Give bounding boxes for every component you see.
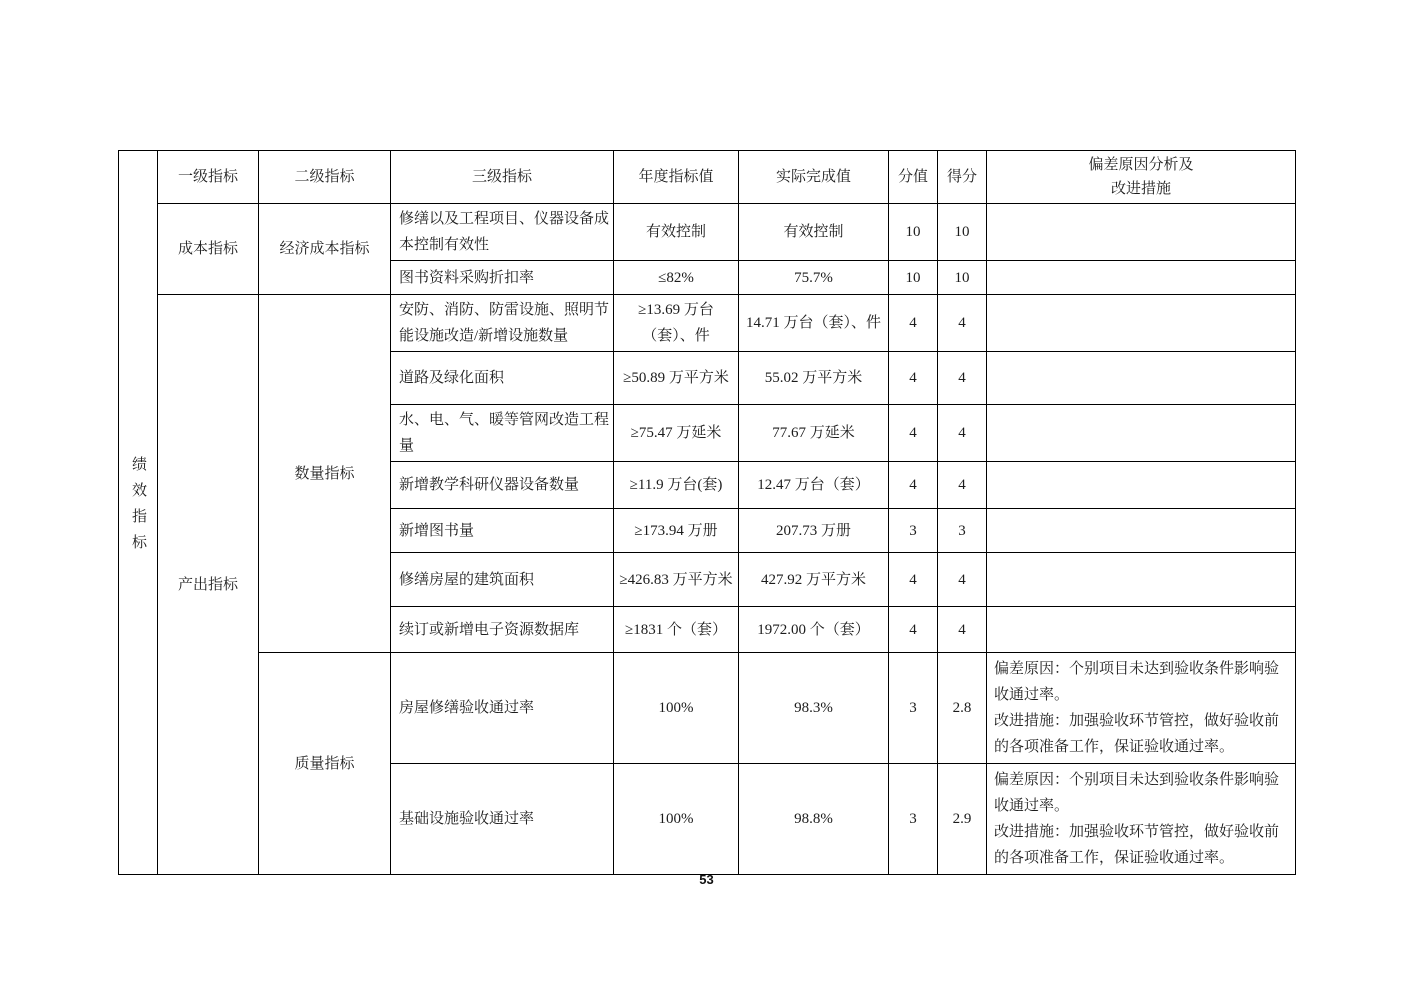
indicator-cell: 安防、消防、防雷设施、照明节能设施改造/新增设施数量 xyxy=(391,295,614,352)
header-points: 分值 xyxy=(889,151,938,204)
level2-group-quantity: 数量指标 xyxy=(259,295,391,653)
header-level2: 二级指标 xyxy=(259,151,391,204)
indicator-cell: 图书资料采购折扣率 xyxy=(391,261,614,295)
table-row xyxy=(119,295,1296,352)
deviation-cell xyxy=(987,764,1296,875)
score-cell: 2.8 xyxy=(938,653,987,764)
deviation-measure: 改进措施：加强验收环节管控，做好验收前的各项准备工作，保证验收通过率。 xyxy=(994,713,1280,755)
indicator-cell: 房屋修缮验收通过率 xyxy=(391,653,614,764)
points-cell: 3 xyxy=(889,509,938,553)
deviation-cell xyxy=(987,653,1296,764)
indicator-cell: 新增图书量 xyxy=(391,509,614,553)
header-level3: 三级指标 xyxy=(391,151,614,204)
deviation-reason: 偏差原因：个别项目未达到验收条件影响验收通过率。 xyxy=(994,772,1280,814)
header-row xyxy=(119,151,1296,204)
header-level1: 一级指标 xyxy=(158,151,259,204)
target-cell: 有效控制 xyxy=(614,204,739,261)
performance-indicator-table xyxy=(118,150,1296,875)
table-row xyxy=(119,653,1296,764)
deviation-reason: 偏差原因：个别项目未达到验收条件影响验收通过率。 xyxy=(994,661,1280,703)
indicator-cell: 新增教学科研仪器设备数量 xyxy=(391,462,614,509)
score-cell: 4 xyxy=(938,352,987,405)
level1-group-cost: 成本指标 xyxy=(158,204,259,295)
actual-cell: 77.67 万延米 xyxy=(739,405,889,462)
target-cell: ≥11.9 万台(套) xyxy=(614,462,739,509)
level2-group-economic-cost: 经济成本指标 xyxy=(259,204,391,295)
deviation-measure: 改进措施：加强验收环节管控，做好验收前的各项准备工作，保证验收通过率。 xyxy=(994,824,1280,866)
category-cell xyxy=(119,151,158,875)
deviation-cell xyxy=(987,295,1296,352)
page-number: 53 xyxy=(699,872,714,887)
points-cell: 4 xyxy=(889,607,938,653)
indicator-cell: 道路及绿化面积 xyxy=(391,352,614,405)
actual-cell: 55.02 万平方米 xyxy=(739,352,889,405)
target-cell: ≤82% xyxy=(614,261,739,295)
indicator-cell: 修缮以及工程项目、仪器设备成本控制有效性 xyxy=(391,204,614,261)
actual-cell: 14.71 万台（套）、件 xyxy=(739,295,889,352)
header-score: 得分 xyxy=(938,151,987,204)
actual-cell: 有效控制 xyxy=(739,204,889,261)
score-cell: 4 xyxy=(938,462,987,509)
score-cell: 4 xyxy=(938,607,987,653)
score-cell: 4 xyxy=(938,295,987,352)
target-cell: ≥13.69 万台（套）、件 xyxy=(614,295,739,352)
points-cell: 10 xyxy=(889,204,938,261)
deviation-cell xyxy=(987,352,1296,405)
indicator-cell: 水、电、气、暖等管网改造工程量 xyxy=(391,405,614,462)
points-cell: 4 xyxy=(889,352,938,405)
target-cell: 100% xyxy=(614,764,739,875)
target-cell: 100% xyxy=(614,653,739,764)
target-cell: ≥426.83 万平方米 xyxy=(614,553,739,607)
points-cell: 4 xyxy=(889,405,938,462)
target-cell: ≥173.94 万册 xyxy=(614,509,739,553)
header-target: 年度指标值 xyxy=(614,151,739,204)
level1-group-output: 产出指标 xyxy=(158,295,259,875)
deviation-cell xyxy=(987,261,1296,295)
deviation-cell xyxy=(987,405,1296,462)
table-row xyxy=(119,204,1296,261)
indicator-cell: 续订或新增电子资源数据库 xyxy=(391,607,614,653)
deviation-cell xyxy=(987,509,1296,553)
target-cell: ≥75.47 万延米 xyxy=(614,405,739,462)
actual-cell: 98.8% xyxy=(739,764,889,875)
points-cell: 3 xyxy=(889,653,938,764)
deviation-cell xyxy=(987,462,1296,509)
points-cell: 4 xyxy=(889,295,938,352)
actual-cell: 1972.00 个（套） xyxy=(739,607,889,653)
target-cell: ≥1831 个（套） xyxy=(614,607,739,653)
score-cell: 4 xyxy=(938,553,987,607)
indicator-cell: 修缮房屋的建筑面积 xyxy=(391,553,614,607)
deviation-cell xyxy=(987,553,1296,607)
score-cell: 3 xyxy=(938,509,987,553)
score-cell: 10 xyxy=(938,261,987,295)
level2-group-quality: 质量指标 xyxy=(259,653,391,875)
score-cell: 4 xyxy=(938,405,987,462)
deviation-cell xyxy=(987,204,1296,261)
indicator-cell: 基础设施验收通过率 xyxy=(391,764,614,875)
score-cell: 2.9 xyxy=(938,764,987,875)
actual-cell: 427.92 万平方米 xyxy=(739,553,889,607)
target-cell: ≥50.89 万平方米 xyxy=(614,352,739,405)
points-cell: 10 xyxy=(889,261,938,295)
points-cell: 3 xyxy=(889,764,938,875)
actual-cell: 98.3% xyxy=(739,653,889,764)
deviation-cell xyxy=(987,607,1296,653)
points-cell: 4 xyxy=(889,462,938,509)
score-cell: 10 xyxy=(938,204,987,261)
actual-cell: 207.73 万册 xyxy=(739,509,889,553)
points-cell: 4 xyxy=(889,553,938,607)
header-deviation-line2: 改进措施 xyxy=(1110,181,1171,197)
actual-cell: 75.7% xyxy=(739,261,889,295)
category-label: 绩效指标 xyxy=(130,456,146,560)
actual-cell: 12.47 万台（套） xyxy=(739,462,889,509)
header-deviation xyxy=(987,151,1296,204)
header-actual: 实际完成值 xyxy=(739,151,889,204)
header-deviation-line1: 偏差原因分析及 xyxy=(1088,157,1194,173)
